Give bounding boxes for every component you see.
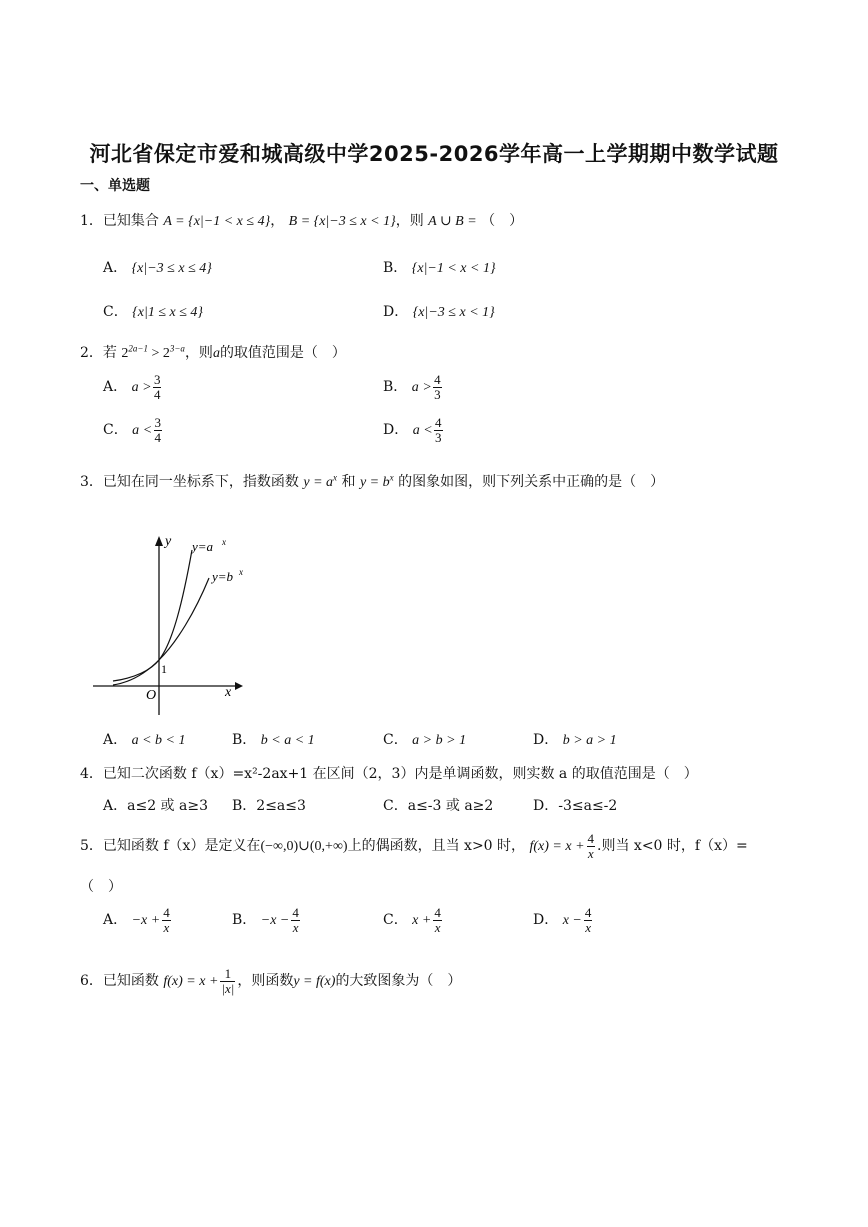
option-a[interactable] bbox=[103, 729, 185, 749]
exponent: x bbox=[239, 567, 243, 577]
option-label: A． bbox=[103, 260, 128, 276]
option-label: C． bbox=[103, 422, 128, 439]
point-one-label: 1 bbox=[161, 662, 167, 676]
option-label: A． bbox=[103, 379, 128, 396]
function-b: y = b bbox=[359, 475, 390, 490]
stem-text: ，则 bbox=[184, 345, 213, 361]
curve-a-label: y=a bbox=[192, 539, 214, 554]
fraction-den: 3 bbox=[435, 429, 442, 445]
option-b[interactable] bbox=[232, 795, 306, 815]
stem-text: 已知集合 bbox=[102, 213, 159, 229]
option-b[interactable] bbox=[232, 729, 315, 749]
option-label: C． bbox=[383, 732, 408, 748]
fraction-num: 3 bbox=[154, 415, 162, 430]
relation: > bbox=[423, 380, 432, 396]
domain-expr: (−∞,0)∪(0,+∞) bbox=[260, 839, 348, 855]
option-c[interactable] bbox=[103, 416, 164, 444]
fraction-num: 4 bbox=[584, 905, 592, 920]
fraction-den: 4 bbox=[154, 429, 162, 445]
relation: < bbox=[143, 423, 152, 439]
option-c[interactable] bbox=[383, 729, 466, 749]
question-4-stem bbox=[80, 763, 698, 783]
option-d[interactable] bbox=[533, 729, 617, 749]
option-d[interactable] bbox=[383, 301, 495, 321]
stem-text: 和 bbox=[341, 474, 356, 490]
stem-text: 已知二次函数 f（x）=x²-2ax+1 在区间（2，3）内是单调函数，则实数 a 的取值范围是（ ） bbox=[102, 766, 698, 782]
option-value: {x|−3 ≤ x < 1} bbox=[412, 305, 495, 320]
section-heading: 一、单选题 bbox=[80, 178, 150, 194]
question-number: 4． bbox=[80, 766, 103, 782]
option-c[interactable] bbox=[383, 906, 444, 934]
stem-text: 已知在同一坐标系下，指数函数 bbox=[102, 474, 299, 490]
option-d[interactable] bbox=[533, 795, 617, 815]
answer-paren: （ ） bbox=[80, 879, 122, 895]
question-1-stem: 1．已知集合 A = {x|−1 < x ≤ 4}， B = {x|−3 ≤ x < 1}，则 A ∪ B = （ ） bbox=[80, 213, 524, 229]
option-label: D． bbox=[533, 732, 559, 748]
option-label: B． bbox=[232, 912, 257, 929]
question-number: 2． bbox=[80, 345, 103, 361]
set-b: B = {x|−3 ≤ x < 1} bbox=[288, 214, 396, 229]
option-c[interactable] bbox=[383, 795, 493, 815]
fraction-num: 4 bbox=[587, 831, 595, 846]
fraction-den: |x| bbox=[221, 980, 235, 996]
option-value: x − bbox=[562, 913, 582, 929]
exponent: x bbox=[333, 472, 338, 483]
fraction-num: 4 bbox=[434, 372, 441, 387]
fraction-num: 1 bbox=[220, 967, 235, 982]
option-c[interactable] bbox=[103, 301, 203, 321]
relation: < bbox=[424, 423, 433, 439]
question-number: 1． bbox=[80, 213, 103, 229]
fraction-den: 4 bbox=[153, 386, 161, 402]
option-label: C． bbox=[383, 912, 408, 929]
x-axis-label: x bbox=[225, 685, 232, 700]
question-6-stem bbox=[80, 967, 461, 995]
stem-text: ，则函数 bbox=[237, 973, 294, 990]
option-value: x + bbox=[412, 913, 432, 929]
answer-paren: （ ） bbox=[481, 213, 524, 229]
exponent: 3−a bbox=[169, 343, 185, 354]
option-label: B． bbox=[383, 260, 408, 276]
stem-text: 上的偶函数，且当 x>0 时， bbox=[347, 838, 526, 855]
relation: > bbox=[143, 380, 151, 396]
page-title: 河北省保定市爱和城高级中学2025-2026学年高一上学期期中数学试题 bbox=[89, 142, 779, 166]
option-value: −x + bbox=[131, 913, 161, 929]
set-a: A = {x|−1 < x ≤ 4} bbox=[163, 214, 271, 229]
option-label: B． bbox=[232, 732, 257, 748]
function-expr: f(x) = x + bbox=[163, 974, 219, 990]
fraction-den: x bbox=[163, 919, 170, 935]
option-value: a≤-3 或 a≥2 bbox=[407, 798, 494, 814]
option-value: a > b > 1 bbox=[412, 733, 467, 748]
question-number: 5． bbox=[80, 838, 103, 855]
union-expr: A ∪ B = bbox=[428, 214, 477, 229]
y-axis-arrow bbox=[155, 536, 163, 546]
option-label: D． bbox=[533, 912, 559, 929]
option-a[interactable] bbox=[103, 795, 208, 815]
curve-b-label: y=b bbox=[212, 569, 234, 584]
stem-text: 的大致图象为（ ） bbox=[335, 973, 462, 990]
option-label: A． bbox=[103, 912, 128, 929]
variable: a bbox=[212, 346, 220, 361]
stem-text: 已知函数 bbox=[102, 973, 159, 990]
option-label: A． bbox=[103, 732, 128, 748]
option-label: A． bbox=[103, 798, 128, 814]
fraction-num: 4 bbox=[292, 905, 299, 920]
stem-text: .则当 x<0 时，f（x）= bbox=[597, 838, 748, 855]
option-value: −x − bbox=[260, 913, 290, 929]
variable: a bbox=[412, 423, 420, 439]
curve-a bbox=[113, 550, 192, 681]
exponential-graph bbox=[85, 530, 260, 720]
fraction-den: 3 bbox=[434, 386, 441, 402]
variable: a bbox=[411, 380, 419, 396]
stem-text: 的图象如图，则下列关系中正确的是（ ） bbox=[398, 474, 665, 490]
exponent: x bbox=[389, 472, 394, 483]
option-label: B． bbox=[383, 379, 408, 396]
option-b[interactable] bbox=[383, 257, 496, 277]
option-d[interactable] bbox=[383, 416, 445, 444]
option-label: C． bbox=[383, 798, 408, 814]
function-expr: y = f(x) bbox=[293, 974, 336, 990]
function-a: y = a bbox=[303, 475, 334, 490]
stem-text: ，则 bbox=[395, 213, 424, 229]
origin-label: O bbox=[146, 688, 157, 703]
fraction-den: x bbox=[434, 919, 441, 935]
stem-text: 的取值范围是（ ） bbox=[219, 345, 346, 361]
option-b[interactable] bbox=[383, 373, 444, 401]
x-axis-arrow bbox=[235, 682, 243, 690]
exponent: x bbox=[222, 537, 226, 547]
exponent: 2a−1 bbox=[128, 343, 148, 354]
fraction-num: 4 bbox=[435, 415, 442, 430]
fraction-num: 4 bbox=[434, 905, 441, 920]
option-value: -3≤a≤-2 bbox=[558, 798, 618, 814]
stem-text: 已知函数 f（x）是定义在 bbox=[102, 838, 261, 855]
option-label: D． bbox=[533, 798, 559, 814]
question-number: 6． bbox=[80, 973, 103, 990]
fraction-den: x bbox=[587, 845, 594, 861]
option-label: D． bbox=[383, 422, 409, 439]
option-value: {x|−3 ≤ x ≤ 4} bbox=[131, 261, 212, 276]
question-5-stem bbox=[80, 832, 748, 860]
option-label: B． bbox=[232, 798, 257, 814]
option-b[interactable] bbox=[232, 906, 302, 934]
option-a[interactable] bbox=[103, 373, 163, 401]
option-value: a < b < 1 bbox=[131, 733, 186, 748]
option-a[interactable] bbox=[103, 906, 173, 934]
option-label: D． bbox=[383, 304, 409, 320]
fraction-num: 3 bbox=[153, 372, 161, 387]
variable: a bbox=[131, 380, 139, 396]
option-a[interactable] bbox=[103, 257, 212, 277]
option-d[interactable] bbox=[533, 906, 594, 934]
option-value: b > a > 1 bbox=[562, 733, 617, 748]
variable: a bbox=[132, 423, 140, 439]
question-3-stem bbox=[80, 471, 664, 491]
option-value: b < a < 1 bbox=[260, 733, 315, 748]
fraction-den: x bbox=[585, 919, 591, 935]
option-value: a≤2 或 a≥3 bbox=[127, 798, 208, 814]
stem-text: 若 bbox=[102, 345, 117, 361]
function-expr: f(x) = x + bbox=[529, 839, 585, 855]
option-label: C． bbox=[103, 304, 128, 320]
question-number: 3． bbox=[80, 474, 103, 490]
y-axis-label: y bbox=[165, 534, 172, 549]
option-value: {x|1 ≤ x ≤ 4} bbox=[132, 305, 204, 320]
option-value: {x|−1 < x < 1} bbox=[411, 261, 496, 276]
question-2-stem: 2．若 $2^{2a-1} > 2^{3-a}$，则a的取值范围是（ ） bbox=[80, 343, 346, 361]
fraction-num: 4 bbox=[163, 905, 170, 920]
option-value: 2≤a≤3 bbox=[256, 798, 306, 814]
fraction-den: x bbox=[292, 919, 299, 935]
